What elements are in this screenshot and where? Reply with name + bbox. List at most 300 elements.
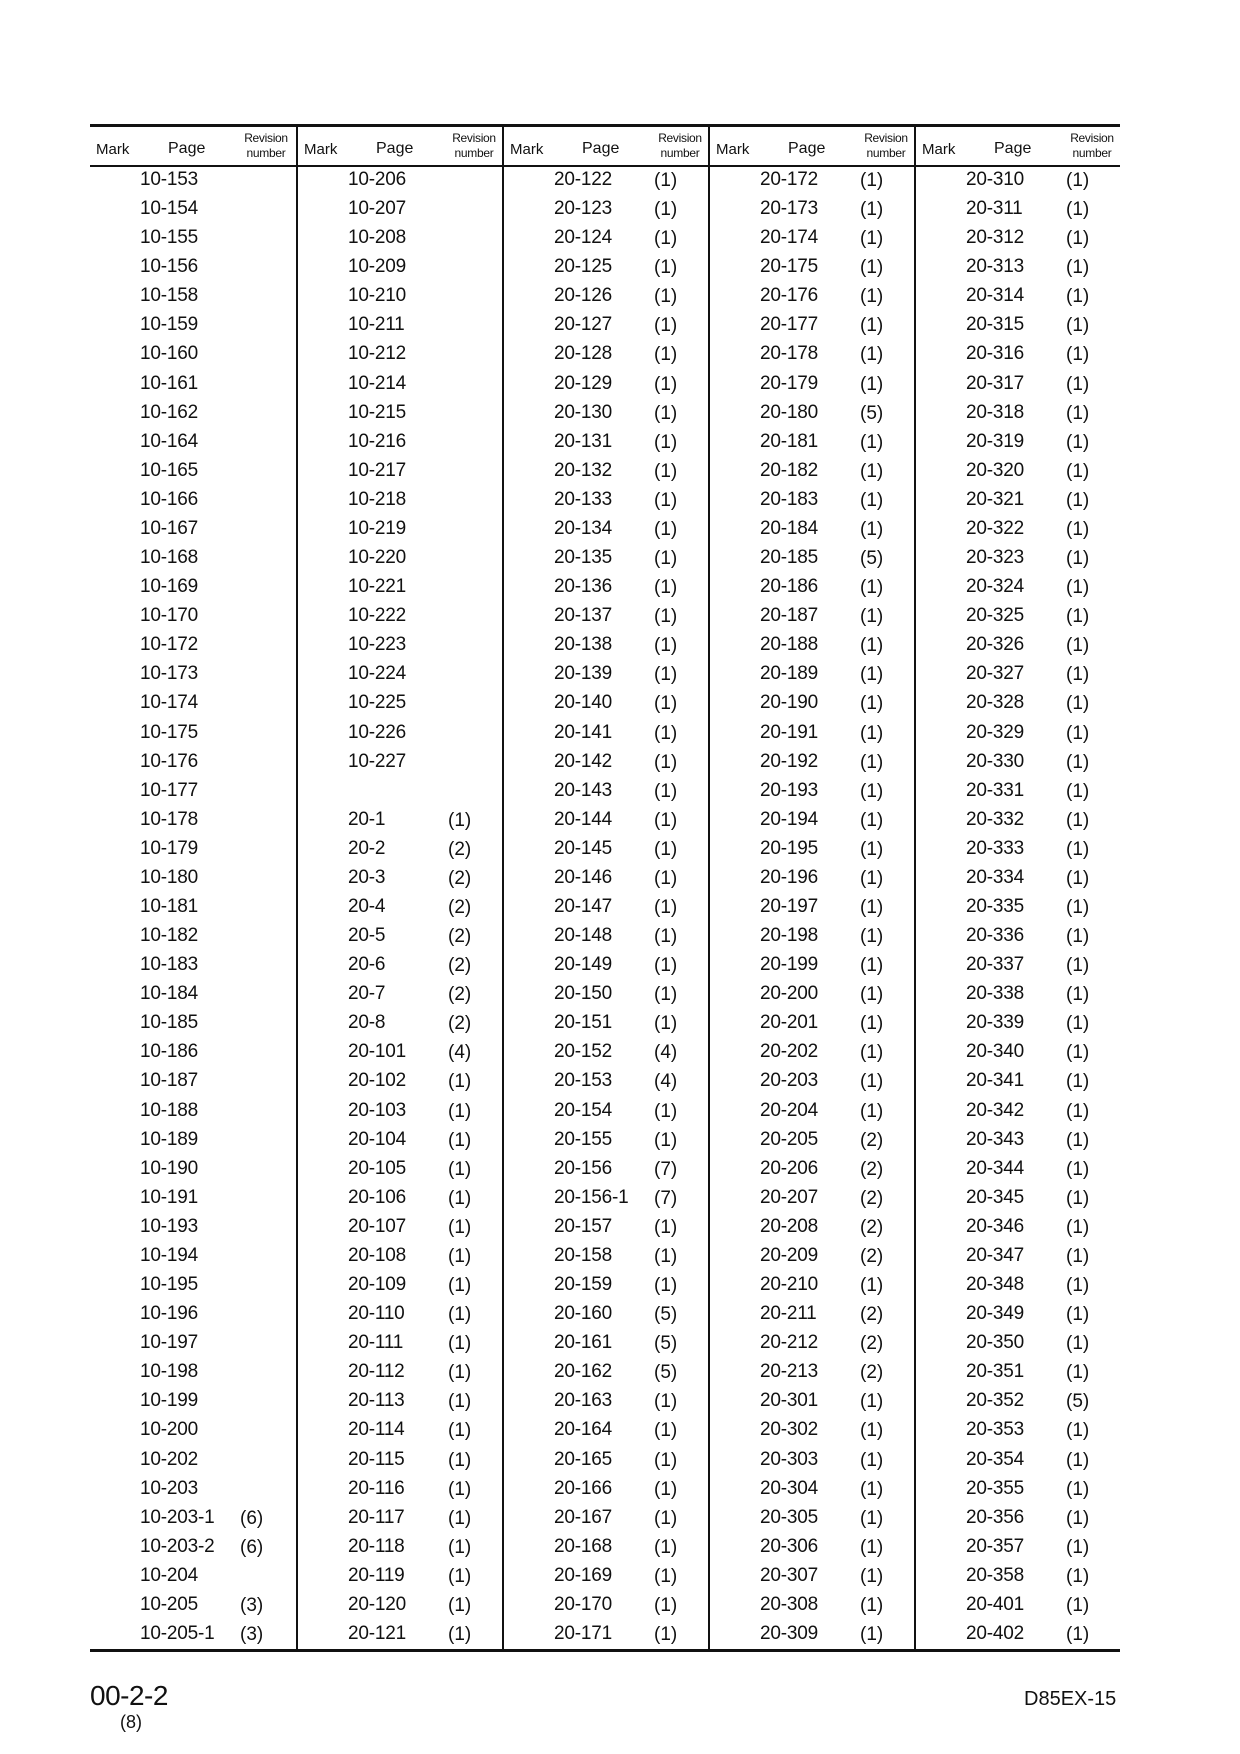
table-row bbox=[298, 1301, 504, 1330]
table-row bbox=[298, 167, 504, 196]
table-row bbox=[298, 1098, 504, 1127]
page-cell: 20-120 bbox=[348, 1593, 406, 1615]
revision-cell: (1) bbox=[1066, 402, 1090, 424]
table-row bbox=[90, 720, 296, 749]
page-cell: 20-353 bbox=[966, 1419, 1024, 1441]
page-cell: 20-311 bbox=[966, 198, 1023, 220]
revision-cell: (1) bbox=[860, 344, 884, 366]
revision-cell: (1) bbox=[448, 1333, 472, 1355]
table-row bbox=[90, 458, 296, 487]
table-row bbox=[90, 429, 296, 458]
table-row bbox=[90, 894, 296, 923]
revision-cell: (1) bbox=[654, 199, 678, 221]
table-row bbox=[504, 720, 710, 749]
table-row bbox=[710, 487, 916, 516]
page-cell: 10-197 bbox=[140, 1332, 198, 1354]
table-row bbox=[916, 545, 1122, 574]
page-cell: 10-205 bbox=[140, 1593, 198, 1615]
table-row bbox=[298, 981, 504, 1010]
page-cell: 10-202 bbox=[140, 1448, 198, 1470]
table-row bbox=[298, 1243, 504, 1272]
table-row bbox=[298, 603, 504, 632]
revision-cell: (1) bbox=[1066, 1536, 1090, 1558]
table-row bbox=[504, 1563, 710, 1592]
page-cell: 20-307 bbox=[760, 1564, 818, 1586]
page-cell: 20-315 bbox=[966, 314, 1024, 336]
table-row bbox=[710, 429, 916, 458]
page-cell: 10-225 bbox=[348, 692, 406, 714]
table-row bbox=[504, 371, 710, 400]
table-row bbox=[90, 1010, 296, 1039]
page-cell: 20-110 bbox=[348, 1303, 405, 1325]
page-cell: 10-154 bbox=[140, 198, 198, 220]
page-cell: 20-121 bbox=[348, 1623, 406, 1644]
revision-cell: (1) bbox=[1066, 984, 1090, 1006]
table-row bbox=[298, 516, 504, 545]
page-cell: 20-318 bbox=[966, 401, 1024, 423]
revision-cell: (4) bbox=[654, 1071, 678, 1093]
table-row bbox=[916, 1243, 1122, 1272]
page-cell: 20-302 bbox=[760, 1419, 818, 1441]
revision-cell: (1) bbox=[860, 722, 884, 744]
revision-cell: (1) bbox=[1066, 1449, 1090, 1471]
page-cell: 20-343 bbox=[966, 1128, 1024, 1150]
page-cell: 20-188 bbox=[760, 634, 818, 656]
table-row bbox=[916, 1272, 1122, 1301]
revision-cell: (1) bbox=[654, 344, 678, 366]
revision-cell: (1) bbox=[860, 780, 884, 802]
table-row bbox=[916, 1127, 1122, 1156]
header-revision-line2: number bbox=[660, 146, 700, 160]
revision-cell: (5) bbox=[1066, 1391, 1090, 1413]
page-cell: 10-161 bbox=[140, 372, 198, 394]
revision-cell: (1) bbox=[1066, 257, 1090, 279]
revision-cell: (1) bbox=[860, 1449, 884, 1471]
page-cell: 20-331 bbox=[966, 779, 1024, 801]
table-row bbox=[710, 690, 916, 719]
page-cell: 20-131 bbox=[554, 430, 612, 452]
table-row bbox=[710, 254, 916, 283]
table-row bbox=[916, 894, 1122, 923]
revision-cell: (5) bbox=[860, 548, 884, 570]
revision-cell: (1) bbox=[654, 315, 678, 337]
revision-cell: (1) bbox=[860, 955, 884, 977]
revision-cell: (1) bbox=[860, 199, 884, 221]
revision-cell: (1) bbox=[448, 1507, 472, 1529]
table-row bbox=[504, 487, 710, 516]
page-cell: 20-327 bbox=[966, 663, 1024, 685]
table-row bbox=[916, 1563, 1122, 1592]
page-cell: 10-153 bbox=[140, 169, 198, 190]
revision-cell: (1) bbox=[1066, 489, 1090, 511]
page-cell: 20-206 bbox=[760, 1157, 818, 1179]
revision-cell: (2) bbox=[448, 955, 472, 977]
revision-cell: (1) bbox=[654, 402, 678, 424]
page-cell: 10-170 bbox=[140, 605, 198, 627]
revision-cell: (6) bbox=[240, 1507, 264, 1529]
page-cell: 20-333 bbox=[966, 837, 1024, 859]
table-row bbox=[504, 1417, 710, 1446]
page-cell: 10-205-1 bbox=[140, 1623, 215, 1644]
table-row bbox=[504, 690, 710, 719]
revision-cell: (1) bbox=[860, 228, 884, 250]
page-cell: 20-308 bbox=[760, 1593, 818, 1615]
table-row bbox=[504, 1272, 710, 1301]
revision-cell: (1) bbox=[654, 955, 678, 977]
table-row bbox=[710, 1010, 916, 1039]
page-cell: 20-194 bbox=[760, 808, 818, 830]
page-cell: 20-177 bbox=[760, 314, 818, 336]
table-row bbox=[90, 1156, 296, 1185]
revision-cell: (1) bbox=[448, 1100, 472, 1122]
revision-cell: (1) bbox=[1066, 1013, 1090, 1035]
page-cell: 20-113 bbox=[348, 1390, 405, 1412]
page-cell: 20-301 bbox=[760, 1390, 818, 1412]
revision-cell: (1) bbox=[654, 1216, 678, 1238]
page-cell: 20-146 bbox=[554, 866, 612, 888]
table-row bbox=[710, 1592, 916, 1621]
revision-cell: (1) bbox=[654, 489, 678, 511]
page-cell: 20-156-1 bbox=[554, 1186, 629, 1208]
table-row bbox=[504, 1214, 710, 1243]
table-row bbox=[710, 400, 916, 429]
page-cell: 10-212 bbox=[348, 343, 406, 365]
page-cell: 20-108 bbox=[348, 1244, 406, 1266]
revision-cell: (1) bbox=[654, 1420, 678, 1442]
table-row bbox=[90, 400, 296, 429]
revision-cell: (1) bbox=[860, 693, 884, 715]
page-cell: 10-158 bbox=[140, 285, 198, 307]
revision-cell: (2) bbox=[860, 1304, 884, 1326]
revision-cell: (1) bbox=[654, 1013, 678, 1035]
table-row bbox=[504, 283, 710, 312]
page-cell: 20-351 bbox=[966, 1361, 1024, 1383]
table-row bbox=[298, 749, 504, 778]
table-row bbox=[90, 836, 296, 865]
page-cell: 10-203 bbox=[140, 1477, 198, 1499]
revision-cell: (1) bbox=[1066, 1420, 1090, 1442]
revision-cell: (1) bbox=[860, 984, 884, 1006]
table-row bbox=[298, 1476, 504, 1505]
page-cell: 20-143 bbox=[554, 779, 612, 801]
header-revision-line2: number bbox=[866, 146, 906, 160]
page-cell: 10-200 bbox=[140, 1419, 198, 1441]
page-cell: 10-211 bbox=[348, 314, 405, 336]
page-cell: 20-312 bbox=[966, 227, 1024, 249]
header-revision-line1: Revision bbox=[658, 131, 702, 145]
table-row bbox=[298, 487, 504, 516]
page-cell: 20-402 bbox=[966, 1623, 1024, 1644]
revision-cell: (1) bbox=[860, 1420, 884, 1442]
revision-cell: (1) bbox=[1066, 1362, 1090, 1384]
revision-cell: (1) bbox=[860, 1478, 884, 1500]
table-row bbox=[710, 1068, 916, 1097]
revision-cell: (1) bbox=[654, 926, 678, 948]
revision-cell: (1) bbox=[860, 373, 884, 395]
table-row bbox=[916, 516, 1122, 545]
table-row bbox=[504, 923, 710, 952]
revision-cell: (1) bbox=[1066, 1100, 1090, 1122]
revision-cell: (1) bbox=[860, 257, 884, 279]
page-cell: 20-103 bbox=[348, 1099, 406, 1121]
table-row bbox=[90, 632, 296, 661]
revision-cell: (1) bbox=[860, 926, 884, 948]
page-cell: 20-153 bbox=[554, 1070, 612, 1092]
revision-cell: (2) bbox=[448, 984, 472, 1006]
table-row bbox=[916, 1476, 1122, 1505]
page-cell: 20-347 bbox=[966, 1244, 1024, 1266]
table-row bbox=[710, 225, 916, 254]
revision-cell: (1) bbox=[654, 286, 678, 308]
page-cell: 20-116 bbox=[348, 1477, 405, 1499]
page-cell: 20-179 bbox=[760, 372, 818, 394]
table-column-4 bbox=[708, 127, 916, 1649]
page-cell: 20-348 bbox=[966, 1274, 1024, 1296]
table-row bbox=[90, 1272, 296, 1301]
page-cell: 20-101 bbox=[348, 1041, 406, 1063]
page-cell: 20-306 bbox=[760, 1535, 818, 1557]
table-row bbox=[916, 1098, 1122, 1127]
revision-cell: (1) bbox=[654, 577, 678, 599]
page-cell: 20-192 bbox=[760, 750, 818, 772]
table-row bbox=[90, 923, 296, 952]
table-row bbox=[916, 458, 1122, 487]
page-cell: 20-154 bbox=[554, 1099, 612, 1121]
table-row bbox=[504, 1185, 710, 1214]
table-row bbox=[504, 196, 710, 225]
page-cell: 20-210 bbox=[760, 1274, 818, 1296]
table-row bbox=[90, 981, 296, 1010]
page-cell: 20-130 bbox=[554, 401, 612, 423]
page-cell: 20-340 bbox=[966, 1041, 1024, 1063]
page-cell: 10-177 bbox=[140, 779, 198, 801]
revision-cell: (2) bbox=[860, 1187, 884, 1209]
table-column-1 bbox=[90, 127, 296, 1649]
revision-cell: (1) bbox=[1066, 1042, 1090, 1064]
page-cell: 20-118 bbox=[348, 1535, 405, 1557]
table-row bbox=[90, 1301, 296, 1330]
table-row bbox=[298, 661, 504, 690]
revision-cell: (1) bbox=[1066, 170, 1090, 191]
revision-cell: (1) bbox=[448, 1536, 472, 1558]
revision-cell: (5) bbox=[654, 1304, 678, 1326]
table-column-5 bbox=[914, 127, 1122, 1649]
page-cell: 20-141 bbox=[554, 721, 612, 743]
header-page: Page bbox=[582, 140, 620, 157]
table-row bbox=[90, 1417, 296, 1446]
table-row bbox=[710, 1301, 916, 1330]
page-cell: 20-195 bbox=[760, 837, 818, 859]
table-row bbox=[90, 1563, 296, 1592]
revision-cell: (1) bbox=[654, 867, 678, 889]
table-row bbox=[916, 749, 1122, 778]
table-row bbox=[710, 196, 916, 225]
revision-cell: (1) bbox=[1066, 838, 1090, 860]
table-row bbox=[298, 1388, 504, 1417]
table-row bbox=[90, 1621, 296, 1650]
table-row bbox=[710, 283, 916, 312]
table-row bbox=[90, 603, 296, 632]
page-cell: 20-190 bbox=[760, 692, 818, 714]
table-row bbox=[710, 341, 916, 370]
table-row bbox=[298, 1447, 504, 1476]
page-cell: 20-152 bbox=[554, 1041, 612, 1063]
table-row bbox=[90, 952, 296, 981]
table-row bbox=[916, 1592, 1122, 1621]
page-cell: 20-212 bbox=[760, 1332, 818, 1354]
table-row bbox=[916, 1039, 1122, 1068]
page-cell: 20-181 bbox=[760, 430, 818, 452]
revision-cell: (1) bbox=[448, 1245, 472, 1267]
table-row bbox=[504, 661, 710, 690]
page-cell: 20-171 bbox=[554, 1623, 612, 1644]
page-cell: 10-174 bbox=[140, 692, 198, 714]
table-row bbox=[504, 894, 710, 923]
table-row bbox=[916, 720, 1122, 749]
revision-cell: (7) bbox=[654, 1187, 678, 1209]
table-row bbox=[710, 458, 916, 487]
page-cell: 20-323 bbox=[966, 547, 1024, 569]
header-mark: Mark bbox=[304, 141, 338, 158]
revision-cell: (2) bbox=[448, 897, 472, 918]
header-revision-line1: Revision bbox=[864, 131, 908, 145]
page-cell: 20-129 bbox=[554, 372, 612, 394]
table-row bbox=[710, 807, 916, 836]
revision-cell: (3) bbox=[240, 1624, 264, 1645]
page-cell: 20-155 bbox=[554, 1128, 612, 1150]
page-cell: 10-181 bbox=[140, 896, 198, 917]
page-cell: 10-165 bbox=[140, 459, 198, 481]
page-cell: 10-219 bbox=[348, 517, 406, 539]
revision-cell: (1) bbox=[654, 1624, 678, 1645]
table-row bbox=[298, 1563, 504, 1592]
page-cell: 20-356 bbox=[966, 1506, 1024, 1528]
page-cell: 20-197 bbox=[760, 896, 818, 917]
revision-cell: (1) bbox=[654, 897, 678, 918]
page-cell: 20-107 bbox=[348, 1215, 406, 1237]
table-row bbox=[504, 312, 710, 341]
revision-cell: (1) bbox=[654, 431, 678, 453]
revision-cell: (1) bbox=[860, 635, 884, 657]
page-cell: 20-186 bbox=[760, 576, 818, 598]
revision-cell: (1) bbox=[1066, 1071, 1090, 1093]
revision-cell: (1) bbox=[654, 1100, 678, 1122]
page-cell: 20-401 bbox=[966, 1593, 1024, 1615]
page-cell: 20-213 bbox=[760, 1361, 818, 1383]
table-row bbox=[298, 632, 504, 661]
revision-cell: (1) bbox=[860, 1042, 884, 1064]
revision-cell: (1) bbox=[1066, 780, 1090, 802]
table-row bbox=[504, 603, 710, 632]
revision-cell: (1) bbox=[1066, 518, 1090, 540]
revision-cell: (1) bbox=[448, 1391, 472, 1413]
page-cell: 10-196 bbox=[140, 1303, 198, 1325]
revision-cell: (1) bbox=[1066, 1478, 1090, 1500]
page-cell: 20-316 bbox=[966, 343, 1024, 365]
table-row bbox=[504, 1505, 710, 1534]
page-cell: 20-350 bbox=[966, 1332, 1024, 1354]
table-row bbox=[504, 952, 710, 981]
revision-cell: (4) bbox=[448, 1042, 472, 1064]
revision-cell: (1) bbox=[860, 315, 884, 337]
table-row bbox=[298, 894, 504, 923]
revision-cell: (5) bbox=[654, 1333, 678, 1355]
page-cell: 20-145 bbox=[554, 837, 612, 859]
page-cell: 20-334 bbox=[966, 866, 1024, 888]
page-cell: 10-203-1 bbox=[140, 1506, 215, 1528]
table-row bbox=[298, 865, 504, 894]
page-cell: 20-112 bbox=[348, 1361, 405, 1383]
table-row bbox=[90, 1447, 296, 1476]
page-cell: 20-166 bbox=[554, 1477, 612, 1499]
table-row bbox=[90, 1388, 296, 1417]
table-row bbox=[916, 1388, 1122, 1417]
revision-cell: (1) bbox=[448, 1275, 472, 1297]
table-row bbox=[90, 1098, 296, 1127]
table-row bbox=[90, 1243, 296, 1272]
revision-cell: (1) bbox=[1066, 1624, 1090, 1645]
table-row bbox=[710, 1447, 916, 1476]
revision-cell: (2) bbox=[448, 838, 472, 860]
table-row bbox=[298, 836, 504, 865]
footer-page-number: 00-2-2 bbox=[90, 1680, 168, 1711]
revision-cell: (1) bbox=[654, 780, 678, 802]
revision-cell: (1) bbox=[654, 1478, 678, 1500]
table-row bbox=[504, 865, 710, 894]
page-cell: 20-104 bbox=[348, 1128, 406, 1150]
header-revision-line1: Revision bbox=[452, 131, 496, 145]
page-cell: 20-144 bbox=[554, 808, 612, 830]
revision-cell: (1) bbox=[860, 867, 884, 889]
page-cell: 20-203 bbox=[760, 1070, 818, 1092]
page-cell: 20-137 bbox=[554, 605, 612, 627]
table-row bbox=[916, 1156, 1122, 1185]
page-cell: 20-139 bbox=[554, 663, 612, 685]
revision-cell: (1) bbox=[654, 1129, 678, 1151]
revision-cell: (1) bbox=[1066, 635, 1090, 657]
page-cell: 20-158 bbox=[554, 1244, 612, 1266]
page-cell: 10-215 bbox=[348, 401, 406, 423]
page-cell: 20-208 bbox=[760, 1215, 818, 1237]
page-cell: 20-313 bbox=[966, 256, 1024, 278]
table-row bbox=[90, 225, 296, 254]
revision-cell: (1) bbox=[654, 1275, 678, 1297]
table-row bbox=[90, 545, 296, 574]
table-row bbox=[710, 661, 916, 690]
revision-cell: (1) bbox=[860, 1594, 884, 1616]
header-mark: Mark bbox=[510, 141, 544, 158]
page-cell: 10-193 bbox=[140, 1215, 198, 1237]
page-cell: 20-125 bbox=[554, 256, 612, 278]
table-row bbox=[90, 1039, 296, 1068]
page-cell: 20-352 bbox=[966, 1390, 1024, 1412]
table-row bbox=[504, 516, 710, 545]
table-row bbox=[710, 952, 916, 981]
header-mark: Mark bbox=[922, 141, 956, 158]
page-cell: 20-117 bbox=[348, 1506, 405, 1528]
revision-cell: (1) bbox=[448, 1129, 472, 1151]
page-cell: 10-207 bbox=[348, 198, 406, 220]
revision-cell: (1) bbox=[860, 664, 884, 686]
revision-table bbox=[90, 124, 1120, 1652]
page-cell: 20-132 bbox=[554, 459, 612, 481]
revision-cell: (1) bbox=[654, 1507, 678, 1529]
table-row bbox=[710, 1185, 916, 1214]
revision-cell: (1) bbox=[1066, 867, 1090, 889]
table-row bbox=[504, 1621, 710, 1650]
revision-cell: (1) bbox=[654, 1565, 678, 1587]
page-cell: 10-190 bbox=[140, 1157, 198, 1179]
